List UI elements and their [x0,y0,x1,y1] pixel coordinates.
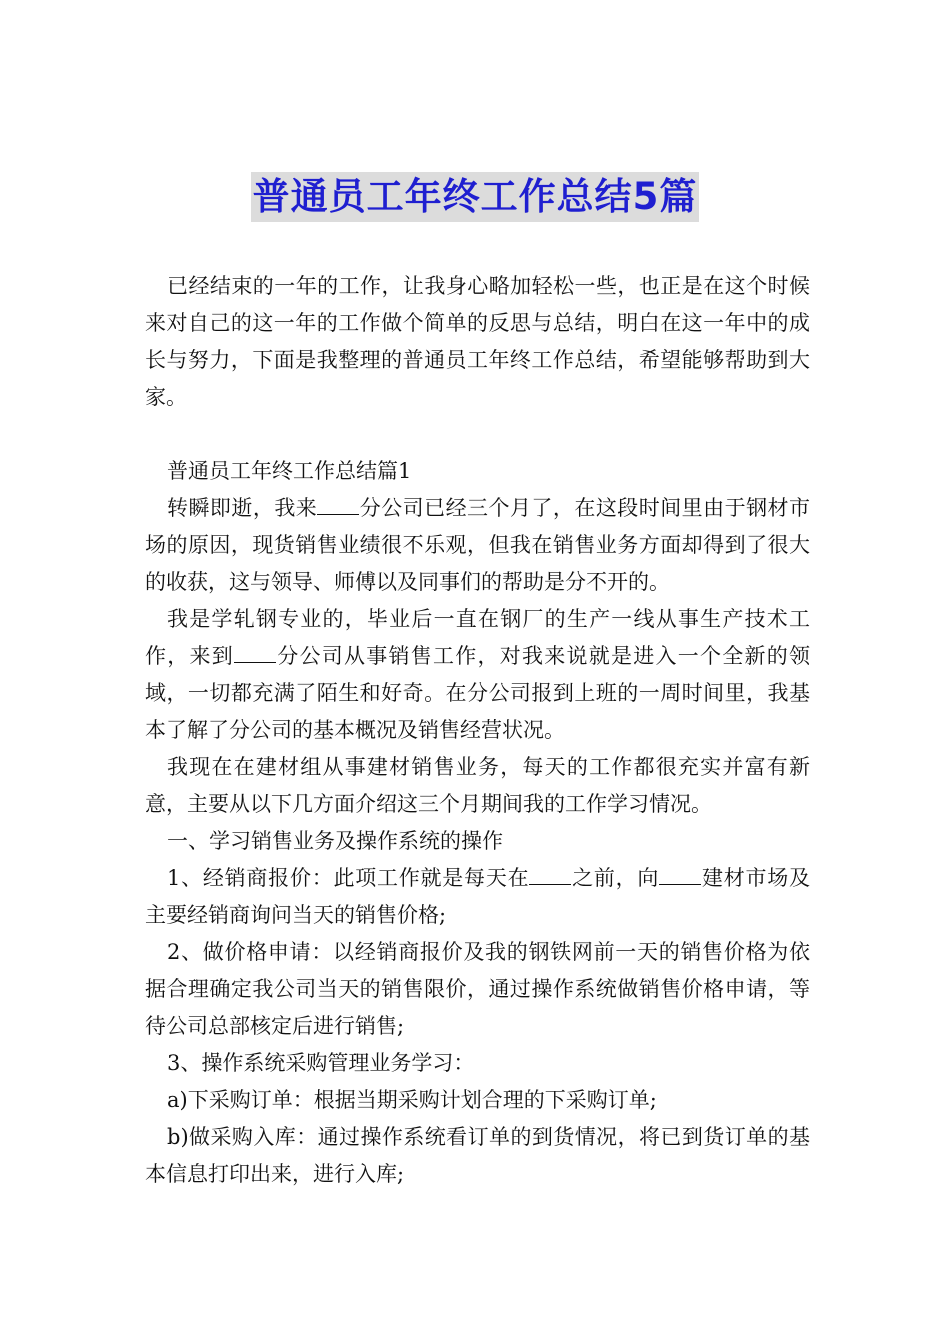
list-item-3b: b)做采购入库：通过操作系统看订单的到货情况，将已到货订单的基本信息打印出来，进行入库; [145,1125,810,1186]
intro-paragraph: 已经结束的一年的工作，让我身心略加轻松一些，也正是在这个时候来对自己的这一年的工作做个简单的反思与总结，明白在这一年中的成长与努力，下面是我整理的普通员工年终工作总结，希望能够帮助到大家。 [145,274,810,409]
list-item-3a: a)下采购订单：根据当期采购计划合理的下采购订单; [167,1088,657,1112]
body-paragraph-3: 我现在在建材组从事建材销售业务，每天的工作都很充实并富有新意，主要从以下几方面介绍这三个月期间我的工作学习情况。 [145,755,810,816]
fill-blank [317,492,359,515]
list-item-3: 3、操作系统采购管理业务学习： [167,1051,475,1075]
fill-blank [529,862,571,885]
document-body [145,268,810,1193]
list-item-2: 2、做价格申请：以经销商报价及我的钢铁网前一天的销售价格为依据合理确定我公司当天的销售限价，通过操作系统做销售价格申请，等待公司总部核定后进行销售; [145,940,810,1038]
text-run: 建材市场及主要经销商询问当天的销售价格; [145,866,811,927]
paragraph-spacer [145,416,810,453]
list-item-1 [145,860,810,934]
text-run: 转瞬即逝，我来 [167,496,318,520]
body-paragraph-1 [145,490,810,601]
title-block [0,172,950,222]
text-run: 我是学轧钢专业的，毕业后一直在钢厂的生产一线从事生产技术工作，来到 [145,607,810,668]
text-run: 1、经销商报价：此项工作就是每天在 [167,866,530,890]
document-title: 普通员工年终工作总结5篇 [251,172,700,222]
fill-blank [659,862,701,885]
text-run: 分公司已经三个月了，在这段时间里由于钢材市场的原因，现货销售业绩很不乐观，但我在销售业务方面却得到了很大的收获，这与领导、师傅以及同事们的帮助是分不开的。 [145,496,810,594]
text-run: 之前，向 [571,866,660,890]
fill-blank [234,640,276,663]
section-heading: 普通员工年终工作总结篇1 [167,459,412,483]
text-run: 分公司从事销售工作，对我来说就是进入一个全新的领域，一切都充满了陌生和好奇。在分公司报到上班的一周时间里，我基本了解了分公司的基本概况及销售经营状况。 [145,644,810,742]
body-paragraph-2 [145,601,810,749]
item-heading: 一、学习销售业务及操作系统的操作 [167,829,503,853]
